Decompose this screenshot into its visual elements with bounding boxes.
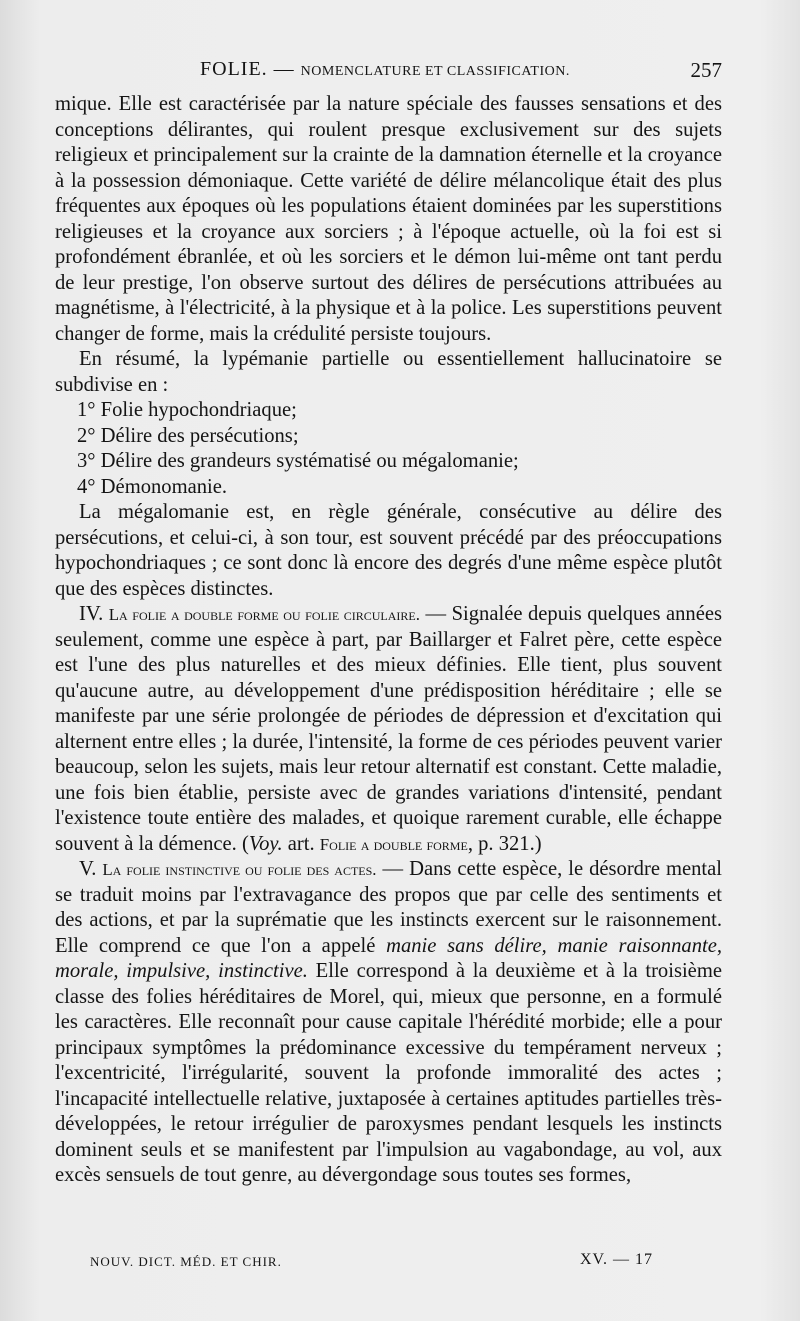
- paragraph-5-italic-terms: manie sans délire, manie raisonnante, morale, impulsive, instinctive.: [55, 934, 722, 982]
- section-number-v: V.: [79, 858, 103, 880]
- header-title-main: FOLIE. —: [200, 58, 301, 80]
- body-text: [55, 92, 722, 1189]
- header-title: [200, 58, 570, 81]
- paragraph-5-text-2: Elle correspond à la deuxième et à la troisième classe des folies héréditaires de Morel, qui, mieux que personne, en a formulé les caractères. Elle reconnaît pour cause capitale l'hérédité morbide; elle a pour principaux symptômes la prédominance excessive du tempérament nerveux ; l'excentricité, l'irrégularité, souvent la profonde immoralité des actes ; l'incapacité intellectuelle relative, juxtaposée à certaines aptitudes partielles très-développées, le retour irrégulier de paroxysmes pendant lesquels les instincts dominent seuls et se manifestent par l'impulsion au vagabondage, au vol, aux excès sensuels de tout genre, au dévergondage sous toutes ses formes,: [55, 960, 722, 1186]
- footer-signature: XV. — 17: [580, 1251, 654, 1268]
- paragraph-4: [55, 602, 722, 857]
- list-item-3: 3° Délire des grandeurs systématisé ou mégalomanie;: [77, 450, 519, 472]
- page-footer: [90, 1251, 722, 1276]
- voy-abbrev: Voy.: [248, 832, 283, 855]
- cross-reference: Folie a double forme: [319, 834, 468, 854]
- list-item-4: 4° Démonomanie.: [77, 475, 228, 498]
- page-number: 257: [690, 58, 722, 82]
- paragraph-5: [55, 857, 722, 1189]
- paragraph-4-end: , p. 321.): [467, 832, 542, 855]
- section-heading-v: La folie instinctive ou folie des actes.: [102, 860, 377, 879]
- paragraph-5-text-1: — Dans cette espèce, le désordre mental se traduit moins par l'extravagance des propos que par celle des sentiments et des actions, et par la suprématie que les instincts exercent sur le raisonnement. Elle comprend ce que l'on a appelé: [55, 858, 722, 957]
- paragraph-1: mique. Elle est caractérisée par la nature spéciale des fausses sensations et des conceptions délirantes, qui roulent presque exclusivement sur des sujets religieux et principalement sur la crainte de la damnation éternelle et la croyance à la possession démoniaque. Cette variété de délire mélancolique était des plus fréquentes aux époques où les populations étaient dominées par les superstitions religieuses et la croyance aux sorciers ; à l'époque actuelle, où la foi est si profondément ébranlée, et où les sorciers et le démon lui-même ont tant perdu de leur prestige, l'on observe surtout des délires de persécutions attribuées au magnétisme, à l'électricité, à la physique et à la police. Les superstitions peuvent changer de forme, mais la crédulité persiste toujours.: [55, 93, 722, 345]
- art-abbrev: art.: [282, 832, 320, 855]
- paragraph-2: En résumé, la lypémanie partielle ou essentiellement hallucinatoire se subdivise en :: [55, 348, 722, 396]
- footer-publication: NOUV. DICT. MÉD. ET CHIR.: [90, 1254, 282, 1269]
- paragraph-4-text: — Signalée depuis quelques années seulement, comme une espèce à part, par Baillarger et Falret père, cette espèce est l'une des plus naturelles et des mieux définies. Elle tient, plus souvent qu'aucune autre, au développement d'une prédisposition héréditaire ; elle se manifeste par une série prolongée de périodes de dépression et d'excitation qui alternent entre elles ; la durée, l'intensité, la forme de ces périodes peuvent varier beaucoup, selon les sujets, mais leur retour alternatif est constant. Cette maladie, une fois bien établie, persiste avec de grandes variations d'intensité, pendant l'existence toute entière des malades, et quoique rarement curable, elle échappe souvent à la démence. (: [55, 603, 723, 855]
- paragraph-3: La mégalomanie est, en règle générale, consécutive au délire des persécutions, et celui-ci, à son tour, est souvent précédé par des préoccupations hypochondriaques ; ce sont donc là encore des degrés d'une même espèce plutôt que des espèces distinctes.: [55, 501, 722, 600]
- list-item-1: 1° Folie hypochondriaque;: [77, 399, 297, 421]
- running-header: [55, 58, 722, 86]
- section-heading-iv: La folie a double forme ou folie circulaire.: [108, 605, 420, 624]
- section-number-iv: IV.: [79, 603, 109, 625]
- list-item-2: 2° Délire des persécutions;: [77, 424, 299, 447]
- header-title-small: NOMENCLATURE ET CLASSIFICATION.: [300, 64, 570, 79]
